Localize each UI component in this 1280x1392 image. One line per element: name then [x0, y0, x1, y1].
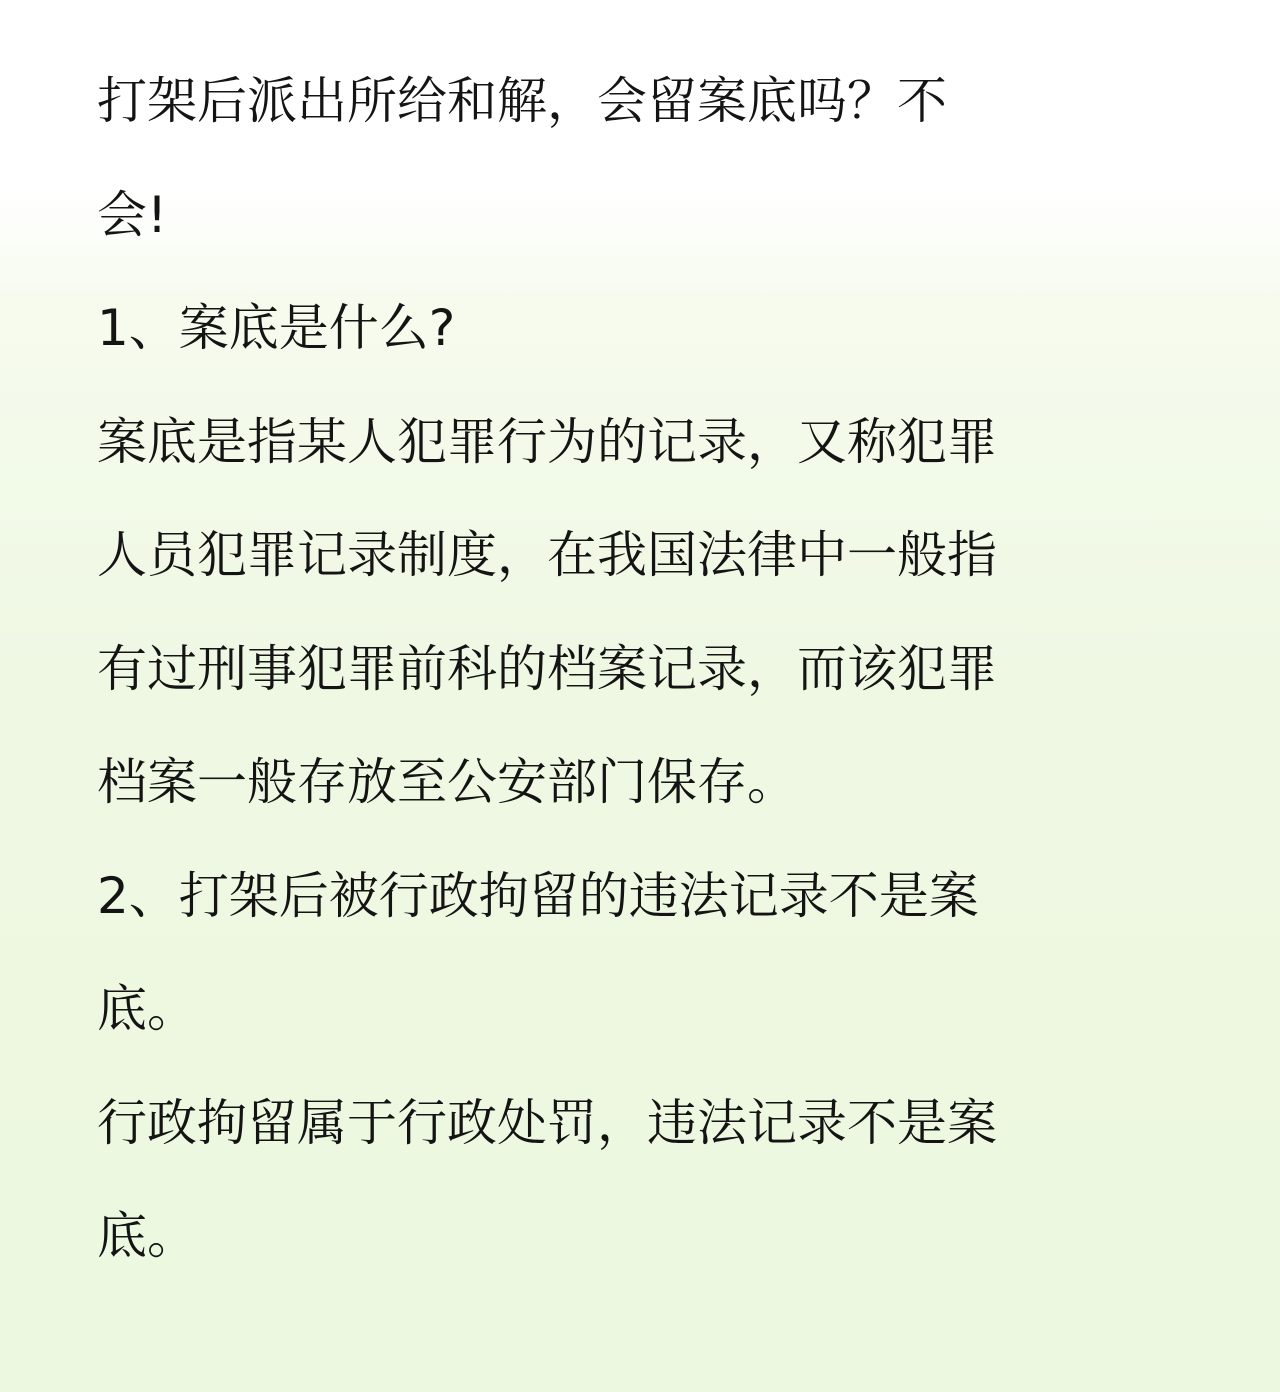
section-1-text-line-2: 人员犯罪记录制度，在我国法律中一般指: [97, 526, 997, 584]
section-1-text-line-4: 档案一般存放至公安部门保存。: [97, 753, 797, 811]
section-1-text-line-1: 案底是指某人犯罪行为的记录，又称犯罪: [97, 412, 997, 471]
section-2-heading-line-2: 底。: [97, 980, 197, 1038]
title-line-1: 打架后派出所给和解，会留案底吗？不: [97, 72, 947, 130]
section-2-text-line-2: 底。: [97, 1207, 197, 1265]
article-body: [97, 45, 1217, 1294]
section-1-heading: 1、案底是什么?: [97, 299, 456, 357]
section-2-text-line-1: 行政拘留属于行政处罚，违法记录不是案: [97, 1093, 997, 1152]
section-1-text-line-3: 有过刑事犯罪前科的档案记录，而该犯罪: [97, 639, 997, 698]
section-2-heading-line-1: 2、打架后被行政拘留的违法记录不是案: [97, 866, 979, 925]
title-line-2: 会!: [97, 185, 168, 244]
